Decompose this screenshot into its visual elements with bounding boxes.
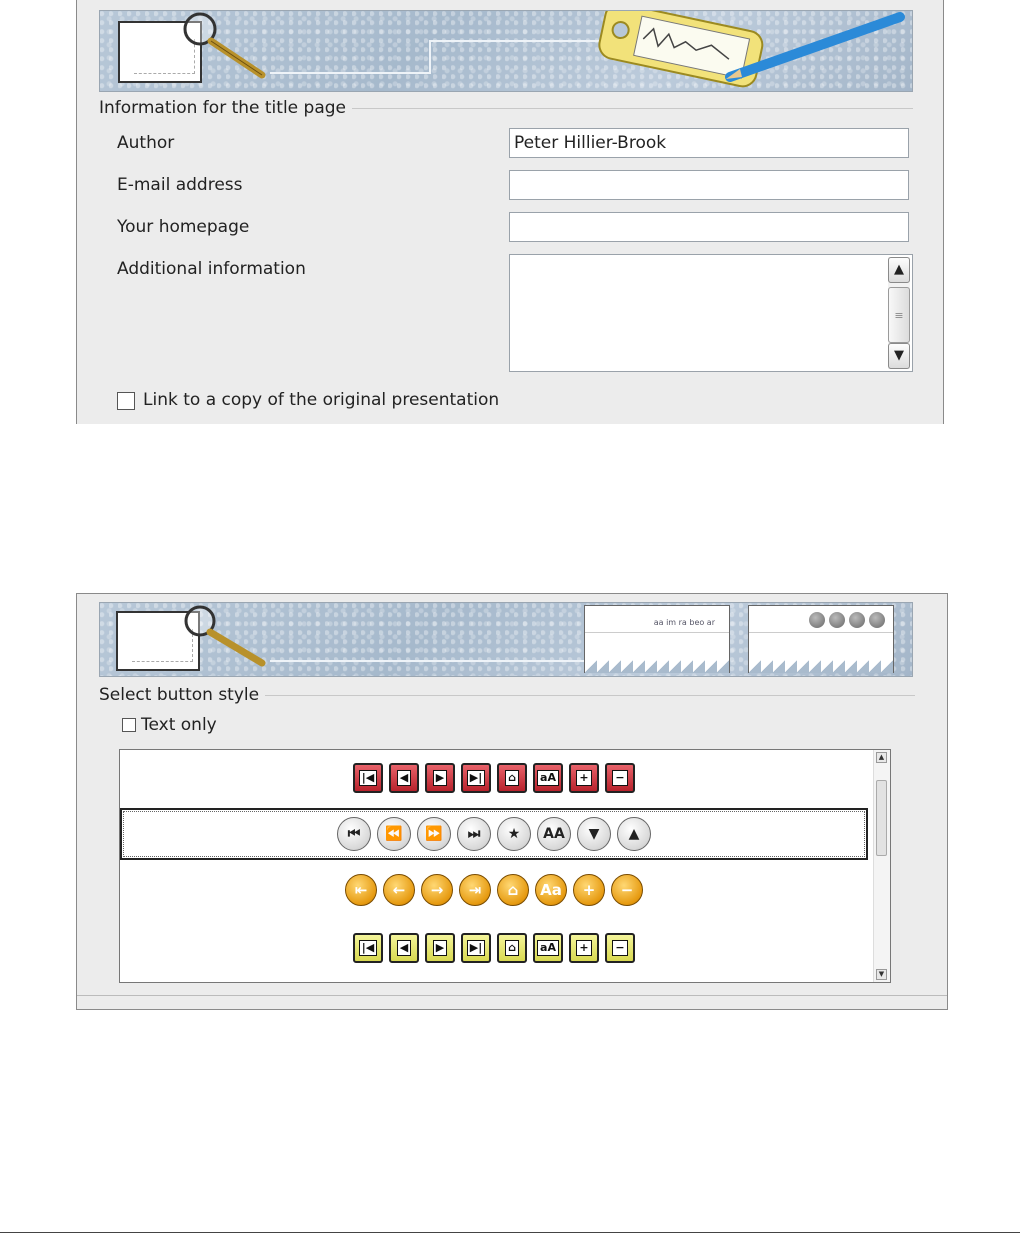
- wizard-banner-image: [99, 10, 913, 92]
- button-style-row-yellow-square[interactable]: [120, 922, 868, 974]
- text-only-checkbox[interactable]: [122, 718, 136, 732]
- preview-nav-dots: [809, 612, 885, 628]
- homepage-input[interactable]: [509, 212, 909, 242]
- home-icon: ⌂: [497, 933, 527, 963]
- star-icon: ★: [497, 817, 531, 851]
- button-style-list[interactable]: [119, 749, 891, 983]
- button-style-row-gray-round[interactable]: [120, 808, 868, 860]
- list-scrollbar[interactable]: [873, 750, 890, 982]
- prev-icon: ◀: [389, 763, 419, 793]
- plus-icon: +: [569, 763, 599, 793]
- scroll-thumb[interactable]: [876, 780, 887, 856]
- link-original-label: Link to a copy of the original presentation: [143, 390, 500, 410]
- home-icon: ⌂: [497, 874, 529, 906]
- button-style-row-red-square[interactable]: [120, 752, 868, 804]
- last-icon: ▶|: [461, 763, 491, 793]
- first-icon: |◀: [353, 933, 383, 963]
- author-input[interactable]: [509, 128, 909, 158]
- scroll-down-icon[interactable]: ▼: [876, 969, 887, 980]
- scroll-up-icon[interactable]: ▲: [888, 257, 910, 283]
- plus-icon: +: [569, 933, 599, 963]
- homepage-label: Your homepage: [117, 217, 250, 237]
- first-icon: ⏮: [337, 817, 371, 851]
- next-icon: ▶: [425, 763, 455, 793]
- home-icon: ⌂: [497, 763, 527, 793]
- section-title: Select button style: [99, 685, 265, 705]
- email-input[interactable]: [509, 170, 909, 200]
- section-title: Information for the title page: [99, 98, 352, 118]
- next-icon: →: [421, 874, 453, 906]
- minus-icon: −: [611, 874, 643, 906]
- textarea-scrollbar[interactable]: [888, 257, 910, 369]
- name-tag-pencil-icon: [580, 11, 912, 91]
- preview-card-text: [584, 605, 730, 673]
- author-label: Author: [117, 133, 175, 153]
- email-label: E-mail address: [117, 175, 243, 195]
- first-icon: ⇤: [345, 874, 377, 906]
- scroll-down-icon[interactable]: ▼: [888, 343, 910, 369]
- additional-info-textarea[interactable]: [509, 254, 913, 372]
- prev-icon: ←: [383, 874, 415, 906]
- preview-text: aa im ra beo ar: [653, 618, 715, 627]
- last-icon: ⇥: [459, 874, 491, 906]
- text-only-label: Text only: [141, 715, 217, 735]
- prev-icon: ◀: [389, 933, 419, 963]
- next-icon: ▶: [425, 933, 455, 963]
- scroll-thumb[interactable]: ≡: [888, 287, 910, 343]
- button-style-row-gold-round[interactable]: [120, 864, 868, 916]
- text-size-icon: aA: [533, 933, 563, 963]
- button-style-dialog: [76, 593, 948, 1010]
- last-icon: ▶|: [461, 933, 491, 963]
- plus-icon: +: [573, 874, 605, 906]
- rewind-icon: ⏪: [377, 817, 411, 851]
- text-size-icon: Aa: [535, 874, 567, 906]
- first-icon: |◀: [353, 763, 383, 793]
- wizard-banner-image: [99, 602, 913, 677]
- text-size-icon: AA: [537, 817, 571, 851]
- down-icon: ▼: [577, 817, 611, 851]
- up-icon: ▲: [617, 817, 651, 851]
- title-page-info-dialog: [76, 0, 944, 424]
- minus-icon: −: [605, 763, 635, 793]
- minus-icon: −: [605, 933, 635, 963]
- scroll-up-icon[interactable]: ▲: [876, 752, 887, 763]
- additional-info-label: Additional information: [117, 259, 306, 279]
- link-original-checkbox[interactable]: [117, 392, 135, 410]
- text-size-icon: aA: [533, 763, 563, 793]
- preview-card-buttons: [748, 605, 894, 673]
- last-icon: ⏭: [457, 817, 491, 851]
- forward-icon: ⏩: [417, 817, 451, 851]
